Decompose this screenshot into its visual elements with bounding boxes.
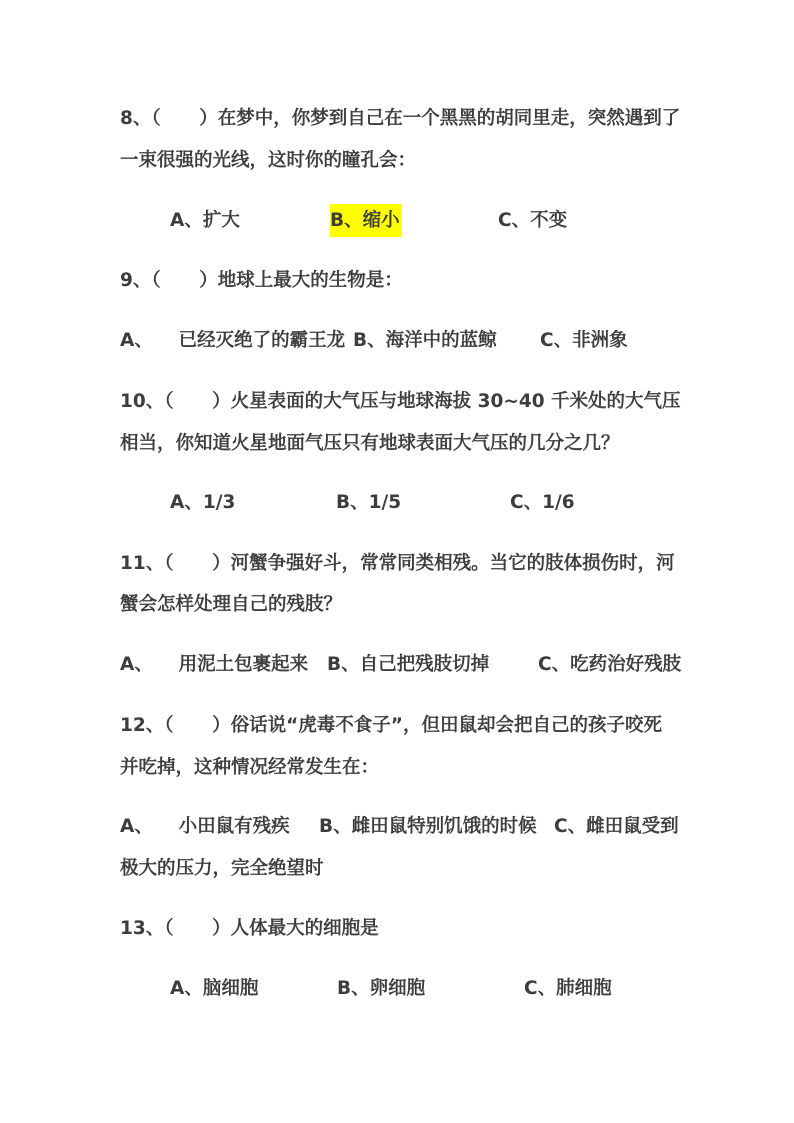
q10-stem-line2: 相当，你知道火星地面气压只有地球表面大气压的几分之几？: [120, 433, 620, 454]
q10-option-b: B、1/5: [336, 492, 402, 513]
q12-option-c-line2: 极大的压力，完全绝望时: [120, 858, 324, 879]
q8-stem-line2: 一束很强的光线，这时你的瞳孔会：: [120, 150, 417, 171]
q10-option-c: C、1/6: [510, 492, 575, 513]
q9-option-b: B、海洋中的蓝鲸: [353, 330, 497, 351]
q8-option-a: A、扩大: [170, 210, 240, 231]
q8-option-b-text: B、缩小: [330, 204, 402, 237]
q11-option-c: C、吃药治好残肢: [538, 654, 682, 675]
q13-stem-line1: 13、（ ）人体最大的细胞是: [120, 918, 379, 939]
q8-option-c: C、不变: [498, 210, 568, 231]
q9-stem-line1: 9、（ ）地球上最大的生物是：: [120, 270, 403, 291]
q13-option-b: B、卵细胞: [337, 978, 426, 999]
q11-stem-line2: 蟹会怎样处理自己的残肢？: [120, 594, 343, 615]
q8-stem-line1: 8、（ ）在梦中，你梦到自己在一个黑黑的胡同里走，突然遇到了: [120, 108, 681, 129]
q11-option-a: A、 用泥土包裹起来: [120, 654, 309, 675]
q11-option-b: B、自己把残肢切掉: [327, 654, 490, 675]
q12-stem-line1: 12、（ ）俗话说“虎毒不食子”，但田鼠却会把自己的孩子咬死: [120, 715, 662, 736]
q9-option-a: A、 已经灭绝了的霸王龙: [120, 330, 346, 351]
q8-option-b-highlighted: [330, 208, 402, 234]
q13-option-c: C、肺细胞: [524, 978, 612, 999]
q11-stem-line1: 11、（ ）河蟹争强好斗，常常同类相残。当它的肢体损伤时，河: [120, 553, 675, 574]
q10-stem-line1: 10、（ ）火星表面的大气压与地球海拔 30~40 千米处的大气压: [120, 391, 681, 412]
q13-option-a: A、脑细胞: [170, 978, 259, 999]
q10-option-a: A、1/3: [170, 492, 236, 513]
q12-option-c-line1: C、雌田鼠受到: [554, 816, 679, 837]
q12-option-b: B、雌田鼠特别饥饿的时候: [319, 816, 537, 837]
q12-stem-line2: 并吃掉，这种情况经常发生在：: [120, 757, 380, 778]
q9-option-c: C、非洲象: [540, 330, 628, 351]
q12-option-a: A、 小田鼠有残疾: [120, 816, 290, 837]
